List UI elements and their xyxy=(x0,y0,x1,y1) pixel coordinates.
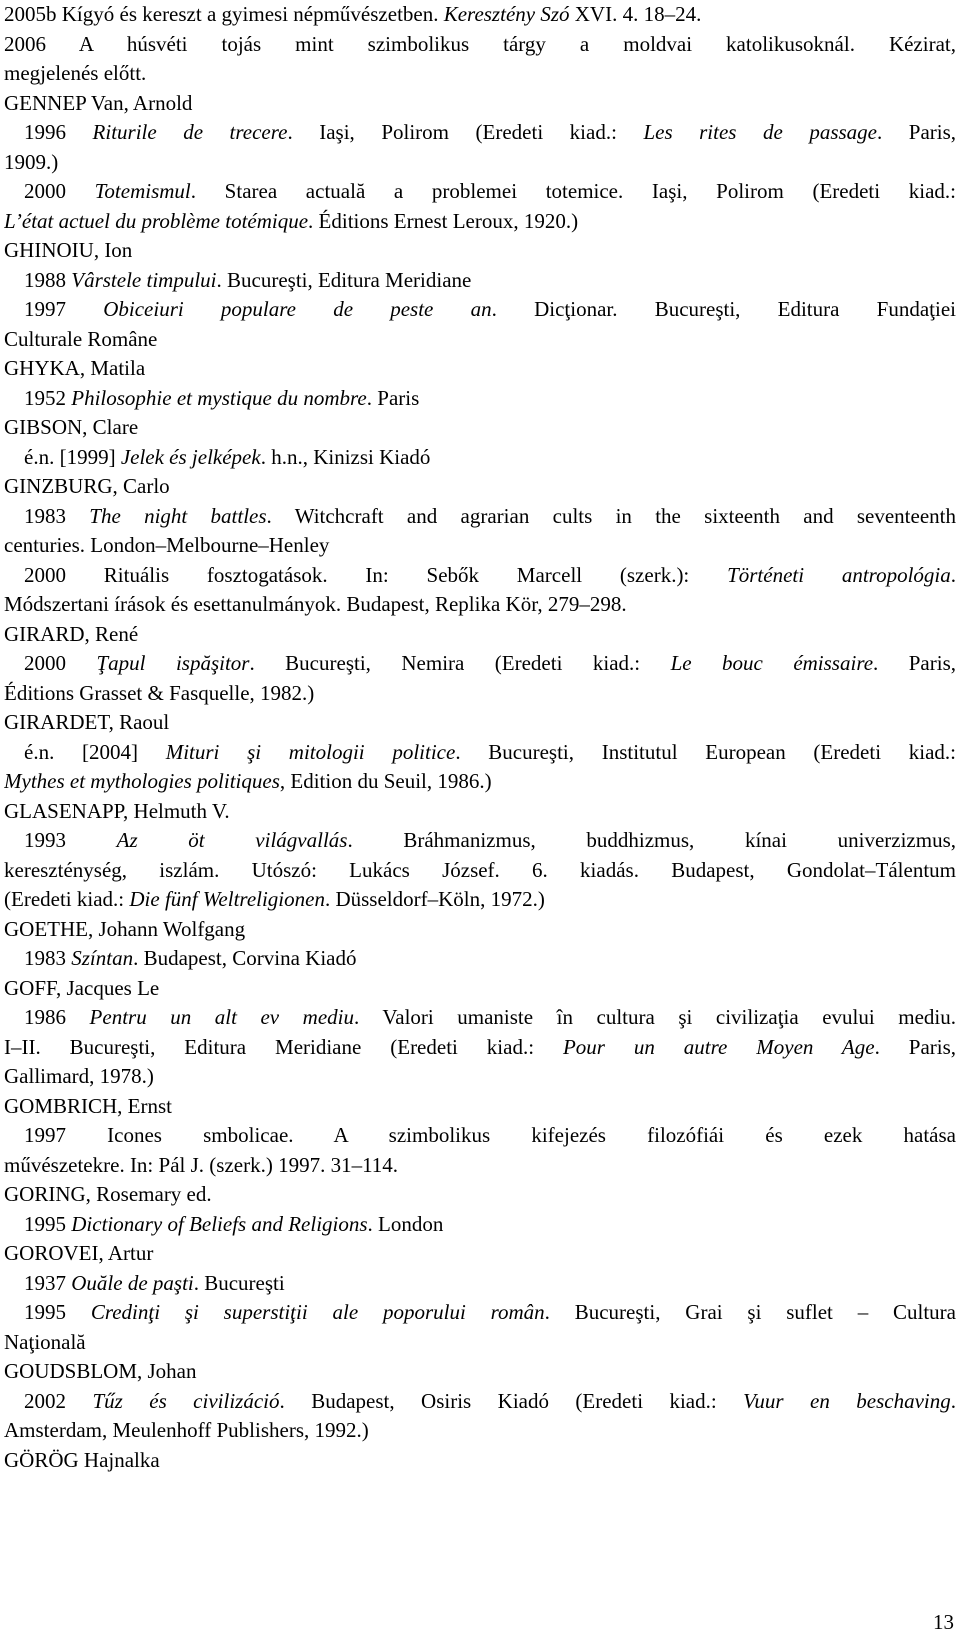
text-run: GHINOIU, Ion xyxy=(4,238,133,262)
text-line xyxy=(4,1269,956,1299)
italic-title: Történeti antropológia xyxy=(727,562,951,587)
text-run: 1988 xyxy=(24,267,72,292)
text-run: művészetekre. In: Pál J. (szerk.) 1997. 31–114. xyxy=(4,1152,399,1177)
text-run: GORING, Rosemary ed. xyxy=(4,1182,212,1206)
text-run: 1937 xyxy=(24,1270,72,1295)
text-run: 1983 xyxy=(24,946,72,970)
text-line xyxy=(4,0,956,30)
text-run: 1997 xyxy=(24,297,104,321)
text-line xyxy=(4,1387,956,1417)
text-run: . h.n., Kinizsi Kiadó xyxy=(260,444,431,469)
text-run: megjelenés előtt. xyxy=(4,61,147,85)
text-run: Gallimard, 1978.) xyxy=(4,1064,154,1088)
bibliography-page xyxy=(4,0,956,1475)
text-run: . Bucureşti, Institutul European (Eredeti kiad.: xyxy=(455,739,956,764)
text-line xyxy=(4,561,956,591)
text-line xyxy=(4,1033,956,1063)
italic-title: Pour un autre Moyen Age xyxy=(562,1034,875,1059)
text-run: GOROVEI, Artur xyxy=(4,1241,154,1265)
italic-title: Les rites de passage xyxy=(643,120,877,144)
text-run: , Edition du Seuil, 1986.) xyxy=(279,769,492,793)
text-line xyxy=(4,472,956,502)
text-run: Naţională xyxy=(4,1329,86,1354)
text-run: GIBSON, Clare xyxy=(4,415,139,439)
italic-title: Mituri şi mitologii politice xyxy=(165,739,456,764)
italic-title: L’état actuel du problème totémique xyxy=(4,208,309,233)
italic-title: Ouăle de paşti xyxy=(71,1270,194,1295)
italic-title: Le bouc émissaire xyxy=(670,651,874,675)
text-line xyxy=(4,236,956,266)
text-run: 1995 xyxy=(24,1211,72,1236)
text-run: . Valori umaniste în cultura şi civilizaţia evului mediu. xyxy=(354,1005,956,1029)
text-line xyxy=(4,1180,956,1210)
text-run: GHYKA, Matila xyxy=(4,356,146,380)
text-run: GINZBURG, Carlo xyxy=(4,474,170,498)
text-run: centuries. London–Melbourne–Henley xyxy=(4,533,330,557)
text-line xyxy=(4,118,956,148)
text-run: I–II. Bucureşti, Editura Meridiane (Eredeti kiad.: xyxy=(4,1034,563,1059)
text-line xyxy=(4,89,956,119)
text-line xyxy=(4,177,956,207)
italic-title: Keresztény Szó xyxy=(443,2,570,26)
italic-title: Credinţi şi superstiţii ale poporului român xyxy=(90,1300,545,1324)
italic-title: Obiceiuri populare de peste an xyxy=(103,297,492,321)
italic-title: Philosophie et mystique du nombre xyxy=(71,385,367,410)
text-run: . Bucureşti, Editura Meridiane xyxy=(216,267,472,292)
text-run: . Starea actuală a problemei totemice. Iaşi, Polirom (Eredeti kiad.: xyxy=(190,179,956,203)
text-line xyxy=(4,620,956,650)
italic-title: Az öt világvallás xyxy=(116,828,348,852)
italic-title: Tűz és civilizáció xyxy=(92,1388,280,1413)
page-number: 13 xyxy=(933,1610,954,1634)
text-run: GIRARDET, Raoul xyxy=(4,710,170,734)
text-line xyxy=(4,1121,956,1151)
text-line xyxy=(4,59,956,89)
text-run: 2000 xyxy=(24,651,97,675)
text-line xyxy=(4,1062,956,1092)
text-line xyxy=(4,885,956,915)
italic-title: Totemismul xyxy=(94,179,191,203)
text-run: . Budapest, Corvina Kiadó xyxy=(133,946,357,970)
text-run: . Paris xyxy=(366,385,420,410)
text-run: 2002 xyxy=(24,1388,93,1413)
text-line xyxy=(4,413,956,443)
text-run: 2005b Kígyó és kereszt a gyimesi népművészetben. xyxy=(4,2,444,26)
text-run: 2006 A húsvéti tojás mint szimbolikus tárgy a moldvai katolikusoknál. Kézirat, xyxy=(4,31,956,56)
text-line xyxy=(4,1328,956,1358)
text-run: 1952 xyxy=(24,385,72,410)
text-run: . Bucureşti, Nemira (Eredeti kiad.: xyxy=(249,651,671,675)
text-run: 1996 xyxy=(24,120,93,144)
text-line xyxy=(4,1298,956,1328)
text-run: . xyxy=(950,562,956,587)
text-line xyxy=(4,708,956,738)
text-line xyxy=(4,295,956,325)
text-line xyxy=(4,30,956,60)
text-line xyxy=(4,1446,956,1476)
text-line xyxy=(4,1092,956,1122)
text-line xyxy=(4,384,956,414)
text-line xyxy=(4,1210,956,1240)
text-run: 1986 xyxy=(24,1005,90,1029)
text-run: GOETHE, Johann Wolfgang xyxy=(4,916,246,941)
text-run: GÖRÖG Hajnalka xyxy=(4,1447,160,1472)
text-run: (Eredeti kiad.: xyxy=(4,887,130,911)
text-run: . Paris, xyxy=(874,1034,956,1059)
text-line xyxy=(4,531,956,561)
text-line xyxy=(4,679,956,709)
italic-title: Mythes et mythologies politiques xyxy=(4,769,280,793)
italic-title: Riturile de trecere xyxy=(92,120,288,144)
text-line xyxy=(4,1239,956,1269)
text-run: GENNEP Van, Arnold xyxy=(4,90,193,115)
italic-title: Ţapul ispăşitor xyxy=(96,651,250,675)
text-run: . Bucureşti, Grai şi suflet – Cultura xyxy=(544,1300,956,1324)
italic-title: Pentru un alt ev mediu xyxy=(89,1005,354,1029)
text-line xyxy=(4,325,956,355)
text-line xyxy=(4,1416,956,1446)
text-run: . Paris, xyxy=(877,120,956,144)
text-line xyxy=(4,148,956,178)
text-run: 1993 xyxy=(24,828,117,852)
italic-title: Színtan xyxy=(71,946,134,970)
text-run: 1909.) xyxy=(4,149,59,174)
italic-title: Vuur en beschaving xyxy=(743,1388,951,1413)
text-run: é.n. [1999] xyxy=(24,444,121,469)
text-run: . Iaşi, Polirom (Eredeti kiad.: xyxy=(287,120,644,144)
text-run: Amsterdam, Meulenhoff Publishers, 1992.) xyxy=(4,1418,369,1442)
text-line xyxy=(4,738,956,768)
text-line xyxy=(4,207,956,237)
text-run: . Witchcraft and agrarian cults in the sixteenth and seventeenth xyxy=(266,503,956,528)
text-run: 1995 xyxy=(24,1300,91,1324)
text-run: 2000 Rituális fosztogatások. In: Sebők Marcell (szerk.): xyxy=(24,562,728,587)
italic-title: Dictionary of Beliefs and Religions xyxy=(71,1211,368,1236)
text-line xyxy=(4,1357,956,1387)
text-run: GOUDSBLOM, Johan xyxy=(4,1359,197,1383)
text-run: . Paris, xyxy=(873,651,956,675)
text-run: . Düsseldorf–Köln, 1972.) xyxy=(324,887,545,911)
text-line xyxy=(4,649,956,679)
text-line xyxy=(4,1151,956,1181)
italic-title: Jelek és jelképek xyxy=(120,444,261,469)
text-run: . London xyxy=(367,1211,444,1236)
text-line xyxy=(4,797,956,827)
text-run: Culturale Române xyxy=(4,326,158,351)
text-line xyxy=(4,767,956,797)
text-run: . Bráhmanizmus, buddhizmus, kínai univerzizmus, xyxy=(347,828,956,852)
text-run: . Éditions Ernest Leroux, 1920.) xyxy=(308,208,579,233)
text-run: . Budapest, Osiris Kiadó (Eredeti kiad.: xyxy=(279,1388,744,1413)
text-line xyxy=(4,502,956,532)
text-line xyxy=(4,856,956,886)
text-line xyxy=(4,443,956,473)
text-line xyxy=(4,1003,956,1033)
text-run: 1983 xyxy=(24,503,90,528)
text-line xyxy=(4,590,956,620)
italic-title: Die fünf Weltreligionen xyxy=(129,887,325,911)
text-run: GIRARD, René xyxy=(4,621,139,646)
italic-title: The night battles xyxy=(89,503,267,528)
text-run: . Bucureşti xyxy=(193,1270,285,1295)
text-run: Módszertani írások és esettanulmányok. Budapest, Replika Kör, 279–298. xyxy=(4,592,627,616)
text-run: Éditions Grasset & Fasquelle, 1982.) xyxy=(4,680,315,705)
italic-title: Vârstele timpului xyxy=(71,267,217,292)
text-run: 1997 Icones smbolicae. A szimbolikus kifejezés filozófiái és ezek hatása xyxy=(24,1123,956,1147)
text-run: . Dicţionar. Bucureşti, Editura Fundaţiei xyxy=(491,297,956,321)
text-run: GLASENAPP, Helmuth V. xyxy=(4,798,230,823)
text-run: 2000 xyxy=(24,179,95,203)
text-line xyxy=(4,974,956,1004)
text-run: GOFF, Jacques Le xyxy=(4,975,160,1000)
text-run: é.n. [2004] xyxy=(24,739,166,764)
text-line xyxy=(4,944,956,974)
text-run: kereszténység, iszlám. Utószó: Lukács József. 6. kiadás. Budapest, Gondolat–Tálentum xyxy=(4,857,956,882)
text-run: XVI. 4. 18–24. xyxy=(569,2,702,26)
text-line xyxy=(4,826,956,856)
text-run: GOMBRICH, Ernst xyxy=(4,1093,173,1118)
text-run: . xyxy=(950,1388,956,1413)
text-line xyxy=(4,915,956,945)
text-line xyxy=(4,266,956,296)
text-line xyxy=(4,354,956,384)
